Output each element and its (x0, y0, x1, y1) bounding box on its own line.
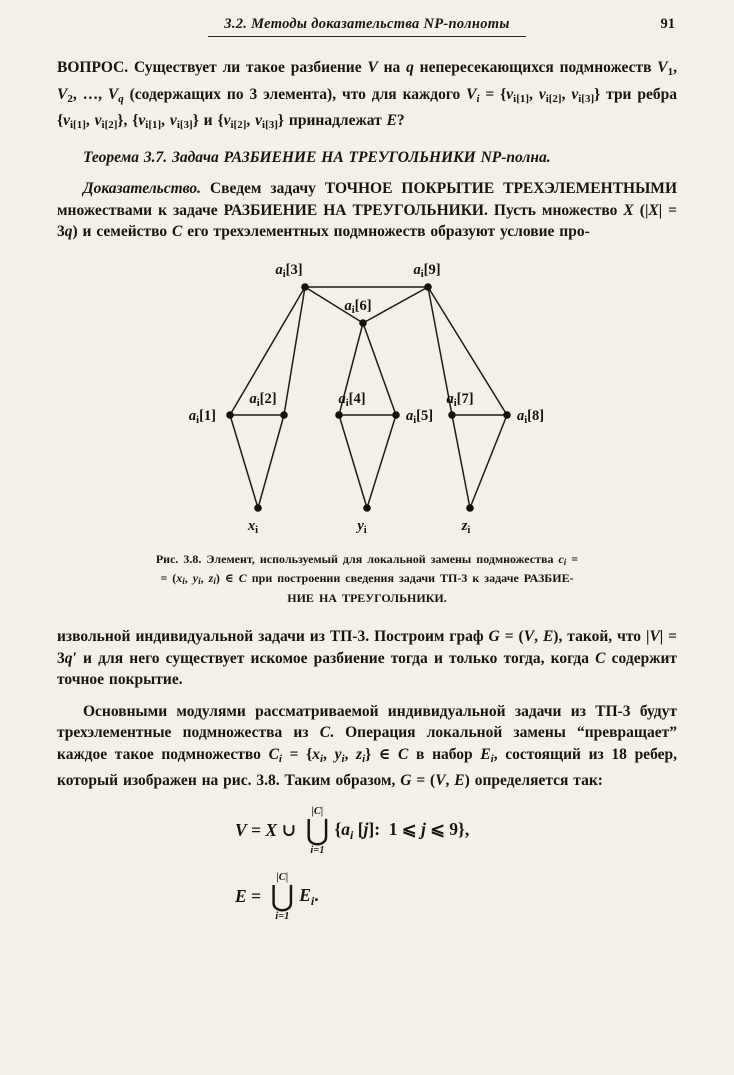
graph-edge (258, 415, 284, 508)
text-run: | = 3 (57, 201, 682, 240)
graph-node (226, 411, 234, 419)
text-run: C (595, 649, 606, 667)
text-run: G (400, 772, 412, 789)
text-run: (| (633, 201, 649, 219)
text-run: i (319, 752, 324, 765)
graph-node (503, 411, 511, 419)
text-run: G (488, 628, 500, 645)
text-run: i (490, 752, 494, 765)
text-run: = ( (160, 571, 177, 585)
graph-node-label: $a_i[5]$ (406, 407, 434, 426)
text-run: ? (396, 112, 405, 129)
text-run: ⩽ 9}, (425, 818, 470, 839)
text-run: непересекающихся подмножеств (413, 59, 658, 76)
graph-node-label: $a_i[6]$ (344, 297, 372, 316)
text-run: i[3] (176, 119, 193, 131)
text-run: V (367, 59, 378, 76)
equation-rhs (334, 819, 469, 843)
text-run: V (649, 628, 660, 645)
graph-edge (363, 287, 428, 323)
graph-node (466, 504, 474, 512)
text-run: v (255, 112, 263, 129)
graph-node (359, 319, 367, 327)
text-run: i (198, 576, 201, 586)
text-run: }, { (117, 112, 139, 129)
text-run: , (323, 745, 335, 763)
text-run: i (349, 827, 354, 842)
text-run: q (64, 223, 73, 240)
text-run: E (542, 628, 554, 645)
figure-caption-line (75, 551, 659, 571)
graph-edge (363, 323, 396, 415)
text-run: C (398, 745, 409, 763)
text-run: , (85, 112, 95, 129)
equation-rhs (299, 885, 318, 909)
text-run: } принадлежат (277, 112, 387, 129)
text-run: 1 (667, 66, 674, 78)
text-run: , (561, 85, 572, 103)
text-run: Задача РАЗБИЕНИЕ НА ТРЕУГОЛЬНИКИ NP-полна. (167, 148, 551, 166)
text-run: содержит точное покрытие. (57, 649, 682, 688)
text-run: , состоящий из 18 ребер, который изображен на рис. 3.8. Таким образом, (57, 745, 682, 789)
graph-node-label: $x_i$ (247, 517, 259, 536)
text-run: ]: 1 ⩽ (368, 818, 421, 839)
text-run: 2 (67, 92, 73, 105)
text-run: Рис. 3.8. (155, 551, 202, 566)
graph-node (448, 411, 456, 419)
graph-node (254, 504, 262, 512)
text-run: i[3] (262, 119, 278, 131)
text-run: i (182, 576, 185, 586)
graph-node-label: $a_i[1]$ (188, 407, 216, 426)
graph-node (335, 411, 343, 419)
text-run: V (107, 85, 119, 103)
text-run: V (235, 820, 247, 840)
text-run: его трехэлементных подмножеств образуют условие про- (182, 223, 590, 240)
text-run: v (571, 85, 579, 103)
page-number: 91 (660, 16, 675, 32)
text-run: y (192, 571, 199, 585)
text-run: определяется так: (469, 772, 603, 789)
text-run: , (445, 772, 455, 789)
text-run: i[2] (101, 119, 118, 131)
text-run: q′ (64, 649, 77, 667)
graph-node (363, 504, 371, 512)
union-upper-limit: |C| (311, 805, 324, 817)
graph-edge (230, 415, 258, 508)
equation-lhs (235, 886, 265, 907)
graph-node (424, 283, 432, 291)
text-run: V (435, 772, 446, 789)
text-run: X (648, 201, 659, 219)
text-run: { (334, 818, 342, 839)
text-run: ) и семейство (72, 223, 173, 240)
union-lower-limit: i=1 (310, 844, 325, 856)
text-run: [ (353, 818, 364, 839)
text-run: i (563, 556, 567, 567)
text-run: i[1] (513, 92, 530, 105)
text-run: Основными модулями рассматриваемой индивидуальной задачи из ТП-3 будут трехэлементные подмножества из (57, 702, 682, 741)
text-run: , (344, 745, 357, 763)
text-run: X (623, 201, 634, 219)
text-run: Сведем задачу ТОЧНОЕ ПОКРЫТИЕ ТРЕХЭЛЕМЕНТНЫМИ множествами к задаче РАЗБИЕНИЕ НА ТРЕУГОЛЬНИКИ. Пусть множество (57, 180, 682, 219)
text-run: ) (464, 772, 470, 789)
graph-node-label: $y_i$ (357, 517, 367, 536)
text-run: V (57, 85, 68, 103)
text-run: v (169, 112, 177, 129)
graph-edge (367, 415, 396, 508)
graph-node (280, 411, 288, 419)
text-run: c (558, 551, 564, 566)
text-run: } ∈ (365, 745, 399, 763)
text-run: i (362, 752, 366, 765)
graph-edge (452, 415, 470, 508)
text-run: C (172, 223, 183, 240)
text-run: y (334, 745, 342, 763)
text-run: i (341, 752, 345, 765)
figure-caption-line (75, 590, 659, 607)
text-run: E (480, 745, 491, 763)
text-run: , (161, 112, 170, 129)
text-run: } и { (192, 112, 224, 129)
text-run: i (310, 893, 315, 908)
union-symbol: ⋃ (305, 814, 330, 847)
text-run: q (406, 59, 414, 76)
text-run: НИЕ НА ТРЕУГОЛЬНИКИ. (287, 590, 447, 605)
text-run: = (566, 551, 579, 566)
text-run: X (265, 820, 278, 840)
text-run: = { (281, 745, 313, 763)
graph-node-label: $a_i[7]$ (446, 390, 474, 409)
text-run: i[2] (230, 119, 247, 131)
text-run: E (299, 884, 311, 905)
text-run: , (184, 571, 193, 585)
text-run: ∪ (277, 820, 301, 840)
text-run: Элемент, используемый для локальной замены подмножества (201, 551, 559, 566)
graph-node-label: $a_i[3]$ (275, 261, 303, 280)
paragraph-theorem (57, 147, 677, 169)
text-run: = { (479, 85, 507, 103)
text-run: a (341, 818, 350, 839)
text-run: = (246, 820, 266, 840)
text-run: Теорема 3.7. (83, 148, 168, 166)
text-run: = ( (411, 772, 436, 789)
text-run: x (312, 745, 320, 763)
text-run: на (377, 59, 407, 76)
text-run: E (235, 886, 247, 906)
figure-3-8 (57, 253, 677, 607)
text-run: = (246, 886, 266, 906)
text-run: ВОПРОС. Существует ли такое разбиение (57, 59, 368, 76)
text-run: = ( (499, 628, 524, 645)
graph-node (392, 411, 400, 419)
text-run: i[2] (545, 92, 562, 105)
text-run: i (213, 576, 216, 586)
union-lower-limit: i=1 (275, 910, 290, 922)
equation-vertices (235, 806, 677, 856)
text-run: C (268, 745, 279, 763)
graph-node-label: $a_i[4]$ (338, 390, 366, 409)
text-run: , (534, 628, 543, 645)
paragraph-modules (57, 701, 682, 792)
text-run: при построении сведения задачи ТП-3 к задаче РАЗБИЕ- (246, 571, 574, 585)
text-run: i[3] (578, 92, 595, 105)
paragraph-question (57, 57, 682, 137)
text-run: } три ребра { (57, 85, 682, 129)
text-run: , (246, 112, 256, 129)
text-run: E (386, 112, 397, 129)
text-run: извольной индивидуальной задачи из ТП-3. Построим граф (57, 628, 489, 645)
equation-lhs (235, 820, 301, 841)
text-run: E (454, 772, 465, 789)
text-run: v (63, 112, 70, 129)
paragraph-proof (57, 178, 682, 243)
text-run: q (118, 92, 124, 105)
text-run: i[1] (145, 119, 162, 131)
section-title: 3.2. Методы доказательства NP-полноты (208, 16, 525, 37)
text-run: i (476, 92, 480, 105)
text-run: z (356, 745, 363, 763)
text-run: V (466, 85, 477, 103)
running-head (57, 16, 677, 37)
text-run: C (319, 724, 331, 741)
text-run: . Операция локальной замены “превращает” каждое такое подмножество (57, 724, 682, 763)
text-run: C (238, 571, 247, 585)
text-run: v (223, 112, 231, 129)
equation-edges (235, 872, 677, 922)
graph-edge (470, 415, 507, 508)
text-run: Доказательство. (83, 180, 202, 197)
text-run: v (506, 85, 514, 103)
text-run: , …, (72, 85, 108, 103)
text-run: v (94, 112, 102, 129)
graph-node (301, 283, 309, 291)
text-run: V (523, 628, 535, 645)
text-run: , (529, 85, 539, 103)
text-run: в набор (408, 745, 481, 763)
text-run: , (673, 59, 682, 76)
text-run: V (657, 59, 668, 76)
graph-node-label: $a_i[9]$ (413, 261, 441, 280)
text-run: x (176, 571, 183, 585)
text-run: z (208, 571, 214, 585)
text-run: i (278, 752, 282, 765)
figure-caption (75, 551, 659, 607)
big-union-operator (270, 872, 294, 922)
union-symbol: ⋃ (270, 880, 295, 913)
big-union-operator (306, 806, 330, 856)
text-run: v (538, 85, 546, 103)
text-run: v (138, 112, 146, 129)
text-run: ) ∈ (215, 571, 239, 585)
text-run: , (200, 571, 209, 585)
text-run: | = 3 (57, 628, 682, 667)
equations-block (57, 806, 677, 922)
graph-edge (339, 415, 367, 508)
text-run: j (420, 818, 426, 839)
text-run: и для него существует искомое разбиение тогда и только тогда, когда (76, 649, 596, 667)
text-run: . (314, 884, 319, 905)
text-run: i[1] (70, 119, 86, 131)
text-run: j (363, 818, 369, 839)
figure-graph-svg (57, 253, 677, 543)
union-upper-limit: |C| (276, 871, 289, 883)
figure-caption-line (75, 570, 659, 590)
text-run: ), такой, что | (553, 628, 650, 645)
text-run: (содержащих по 3 элемента), что для каждого (123, 85, 467, 103)
graph-node-label: $z_i$ (461, 517, 471, 536)
graph-node-label: $a_i[2]$ (249, 390, 277, 409)
graph-node-label: $a_i[8]$ (517, 407, 545, 426)
paragraph-continuation (57, 626, 682, 691)
